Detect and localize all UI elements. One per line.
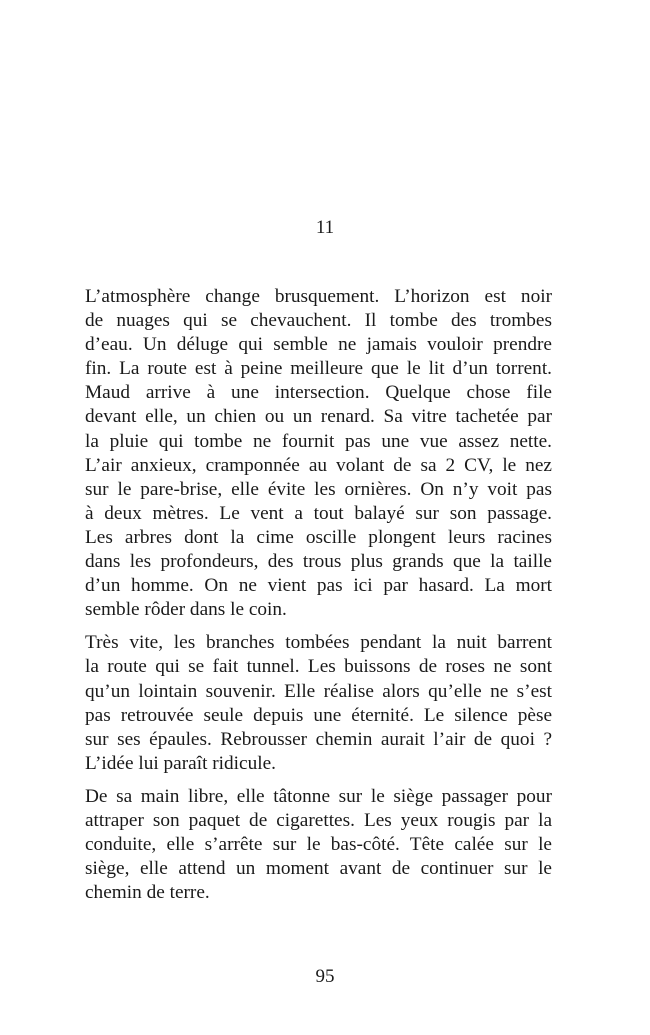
text-line: L’idée lui paraît ridicule. — [85, 752, 276, 774]
paragraph-3 — [85, 785, 552, 905]
text-line: Très vite, les branches tombées pendant la nuit barrent — [85, 632, 552, 654]
text-line: qu’un lointain souvenir. Elle réalise alors qu’elle ne s’est — [85, 680, 552, 702]
paragraph-2 — [85, 631, 552, 776]
chapter-number: 11 — [315, 217, 335, 238]
text-line: De sa main libre, elle tâtonne sur le siège passager pour — [85, 785, 552, 807]
text-line: devant elle, un chien ou un renard. Sa vitre tachetée par — [85, 406, 552, 428]
text-line: conduite, elle s’arrête sur le bas-côté. Tête calée sur le — [85, 834, 552, 856]
text-line: pas retrouvée seule depuis une éternité. Le silence pèse — [85, 704, 552, 726]
page-number: 95 — [315, 966, 335, 987]
paragraph-1 — [85, 285, 552, 622]
text-line: d’un homme. On ne vient pas ici par hasard. La mort — [85, 575, 552, 597]
text-line: la route qui se fait tunnel. Les buissons de roses ne sont — [85, 656, 552, 678]
text-line: dans les profondeurs, des trous plus grands que la taille — [85, 551, 552, 573]
text-line: fin. La route est à peine meilleure que le lit d’un torrent. — [85, 358, 552, 380]
body-text — [85, 285, 552, 914]
text-line: siège, elle attend un moment avant de continuer sur le — [85, 858, 552, 880]
text-line: la pluie qui tombe ne fournit pas une vue assez nette. — [85, 430, 552, 452]
text-line: sur ses épaules. Rebrousser chemin aurait l’air de quoi ? — [85, 728, 552, 750]
text-line: à deux mètres. Le vent a tout balayé sur son passage. — [85, 502, 552, 524]
text-line: chemin de terre. — [85, 882, 210, 904]
text-line: attraper son paquet de cigarettes. Les yeux rougis par la — [85, 809, 552, 831]
text-line: L’atmosphère change brusquement. L’horizon est noir — [85, 286, 552, 307]
text-line: Les arbres dont la cime oscille plongent leurs racines — [85, 526, 552, 548]
text-line: Maud arrive à une intersection. Quelque chose file — [85, 382, 552, 404]
text-line: d’eau. Un déluge qui semble ne jamais vouloir prendre — [85, 334, 552, 356]
text-line: L’air anxieux, cramponnée au volant de sa 2 CV, le nez — [85, 454, 552, 476]
text-line: de nuages qui se chevauchent. Il tombe des trombes — [85, 310, 552, 332]
text-line: semble rôder dans le coin. — [85, 599, 287, 621]
text-line: sur le pare-brise, elle évite les ornières. On n’y voit pas — [85, 478, 552, 500]
